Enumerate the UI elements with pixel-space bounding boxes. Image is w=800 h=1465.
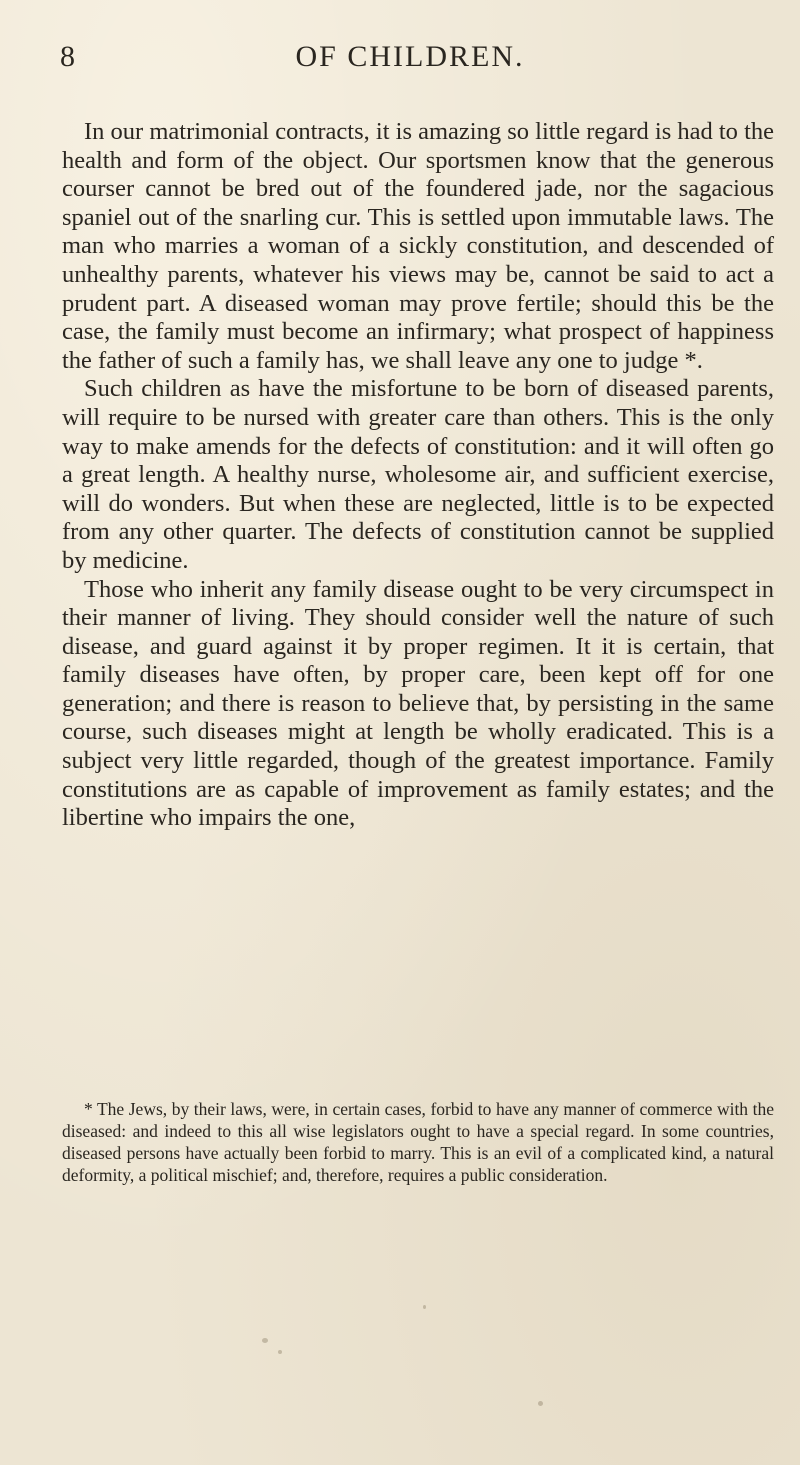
paper-speck [278, 1350, 282, 1354]
paper-speck [538, 1401, 543, 1406]
paper-speck [423, 1305, 426, 1309]
running-title: OF CHILDREN. [295, 40, 525, 73]
paragraph-2: Such children as have the misfortune to be born of diseased parents, will require to be nursed with greater care than others. This is the only way to make amends for the defects of constitution: and it will often go a great length. A healthy nurse, wholesome air, and sufficient exercise, will do wonders. But when these are neglected, little is to be expected from any other quarter. The defects of constitution cannot be supplied by medicine. [62, 375, 774, 574]
page-header [60, 40, 760, 80]
page-number: 8 [60, 40, 76, 73]
main-text [62, 118, 774, 833]
footnote [62, 1098, 774, 1186]
paper-speck [262, 1338, 268, 1343]
paragraph-1: In our matrimonial contracts, it is amazing so little regard is had to the health and form of the object. Our sportsmen know that the generous courser cannot be bred out of the foundered jade, nor the sagacious spaniel out of the snarling cur. This is settled upon immutable laws. The man who marries a woman of a sickly constitution, and descended of unhealthy parents, whatever his views may be, cannot be said to act a prudent part. A diseased woman may prove fertile; should this be the case, the family must become an infirmary; what prospect of happiness the father of such a family has, we shall leave any one to judge *. [62, 118, 774, 374]
paragraph-3: Those who inherit any family disease ought to be very circumspect in their manner of living. They should consider well the nature of such disease, and guard against it by proper regimen. It it is certain, that family diseases have often, by proper care, been kept off for one generation; and there is reason to believe that, by persisting in the same course, such diseases might at length be wholly eradicated. This is a subject very little regarded, though of the greatest importance. Family constitutions are as capable of improvement as family estates; and the libertine who impairs the one, [62, 575, 774, 832]
footnote-text: * The Jews, by their laws, were, in certain cases, forbid to have any manner of commerce with the diseased: and indeed to this all wise legislators ought to have a special regard. In some countries, diseased persons have actually been forbid to marry. This is an evil of a complicated kind, a natural deformity, a political mischief; and, therefore, requires a public consideration. [62, 1099, 774, 1185]
